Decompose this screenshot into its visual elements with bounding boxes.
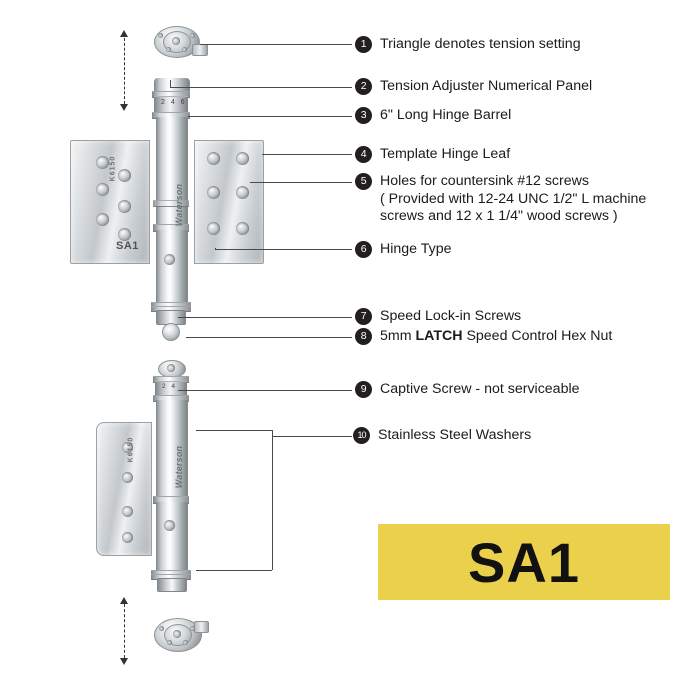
callout-7 xyxy=(355,308,521,326)
callout-text-8-bold: LATCH xyxy=(415,328,463,344)
callout-text-8 xyxy=(380,328,612,346)
callout-text-6: Hinge Type xyxy=(380,241,452,257)
callout-text-10: Stainless Steel Washers xyxy=(378,427,532,443)
leader-2 xyxy=(170,87,352,88)
callout-1 xyxy=(355,36,581,54)
axis-arrow-up-bottom xyxy=(120,597,128,604)
leaf-code-bottom: K6150 xyxy=(127,436,135,463)
tension-adjuster-disc-bottom xyxy=(152,615,208,653)
captive-screw-top xyxy=(162,323,180,341)
callout-10 xyxy=(353,427,531,445)
leader-10-branch-bottom xyxy=(196,570,272,571)
tension-adjuster-disc-top xyxy=(152,24,204,58)
hinge-assembly-top xyxy=(0,0,360,350)
countersink-hole xyxy=(207,186,220,199)
callout-4 xyxy=(355,146,510,164)
hinge-barrel-top: 2 4 6 xyxy=(148,78,194,310)
countersink-hole xyxy=(236,186,249,199)
callout-bullet-5: 5 xyxy=(355,173,372,190)
brand-logo-top: Waterson xyxy=(174,183,185,227)
hinge-assembly-bottom xyxy=(0,350,360,700)
callout-text-4: Template Hinge Leaf xyxy=(380,146,511,162)
hinge-type-stamp: SA1 xyxy=(116,240,139,252)
callout-bullet-3: 3 xyxy=(355,107,372,124)
axis-arrow-up-top xyxy=(120,30,128,37)
leaf-code-top: K6150 xyxy=(109,155,117,182)
callout-2 xyxy=(355,78,592,96)
axis-arrow-down-top xyxy=(120,104,128,111)
latch-hex-nut-bottom xyxy=(157,578,187,592)
callout-text-3: 6" Long Hinge Barrel xyxy=(380,107,512,123)
leader-5 xyxy=(250,182,352,183)
leader-7 xyxy=(178,317,352,318)
callout-text-8-pre: 5mm xyxy=(380,328,416,344)
leader-10 xyxy=(272,436,352,437)
leader-1 xyxy=(200,44,352,45)
callout-text-1: Triangle denotes tension setting xyxy=(380,36,581,52)
callout-5 xyxy=(355,173,646,226)
leader-3 xyxy=(188,116,352,117)
countersink-hole xyxy=(207,222,220,235)
callout-8 xyxy=(355,328,612,346)
callout-text-5-line1: Holes for countersink #12 screws xyxy=(380,173,589,189)
callout-text-5-line3: screws and 12 x 1 1/4" wood screws ) xyxy=(380,208,618,224)
axis-arrow-down-bottom xyxy=(120,658,128,665)
callout-6 xyxy=(355,241,452,259)
countersink-hole xyxy=(207,152,220,165)
callout-bullet-9: 9 xyxy=(355,381,372,398)
callout-bullet-8: 8 xyxy=(355,328,372,345)
product-code-text: SA1 xyxy=(468,530,580,594)
leader-10-branch-top xyxy=(196,430,272,431)
callout-bullet-10: 10 xyxy=(353,427,370,444)
leader-10-bracket xyxy=(272,430,273,570)
product-code-badge xyxy=(378,524,670,600)
leader-8 xyxy=(186,337,352,338)
countersink-hole xyxy=(236,222,249,235)
callout-bullet-2: 2 xyxy=(355,78,372,95)
axis-dashed-top xyxy=(124,38,125,104)
speed-lock-in-screw-bottom xyxy=(164,520,175,531)
callout-3 xyxy=(355,107,511,125)
template-hinge-leaf-right xyxy=(194,140,264,264)
callout-text-2: Tension Adjuster Numerical Panel xyxy=(380,78,593,94)
callout-bullet-6: 6 xyxy=(355,241,372,258)
speed-lock-in-screw xyxy=(164,254,175,265)
callout-text-8-post: Speed Control Hex Nut xyxy=(462,328,613,344)
callout-text-9: Captive Screw - not serviceable xyxy=(380,381,580,397)
callout-text-7: Speed Lock-in Screws xyxy=(380,308,522,324)
hinge-barrel-bottom: 2 4 xyxy=(148,360,194,590)
axis-dashed-bottom xyxy=(124,604,125,658)
brand-logo-bottom: Waterson xyxy=(174,445,185,489)
leader-2-v xyxy=(170,80,171,87)
callout-bullet-7: 7 xyxy=(355,308,372,325)
leader-9 xyxy=(178,390,352,391)
callout-bullet-4: 4 xyxy=(355,146,372,163)
leader-6 xyxy=(215,249,352,250)
latch-hex-nut-top xyxy=(154,310,188,340)
countersink-hole xyxy=(236,152,249,165)
callout-text-5-line2: ( Provided with 12-24 UNC 1/2" L machine xyxy=(380,190,647,207)
callout-bullet-1: 1 xyxy=(355,36,372,53)
leader-4 xyxy=(262,154,352,155)
callout-9 xyxy=(355,381,580,399)
